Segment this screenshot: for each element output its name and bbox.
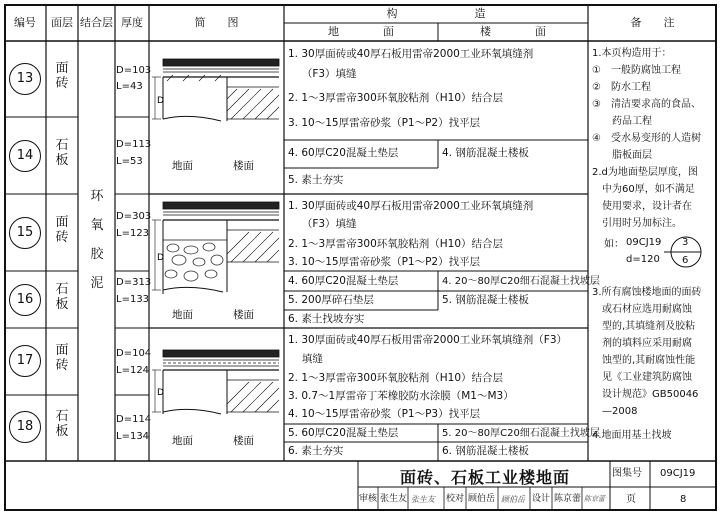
remark-line: 见《工业建筑防腐蚀 bbox=[592, 372, 692, 383]
remark-line: 或石材应选用耐腐蚀 bbox=[592, 304, 692, 315]
detail-index-page: 6 bbox=[682, 255, 689, 266]
surface-material: 石板 bbox=[55, 409, 69, 439]
drawing-title: 面砖、石板工业楼地面 bbox=[400, 468, 571, 487]
remark-line: 3.所有腐蚀楼地面的面砖 bbox=[592, 287, 702, 298]
thickness-d: D=114 bbox=[116, 414, 152, 425]
thickness-d: D=104 bbox=[116, 348, 152, 359]
page-label: 页 bbox=[626, 494, 636, 505]
thickness-d: D=113 bbox=[116, 139, 152, 150]
floor-label: 楼面 bbox=[233, 435, 254, 447]
sign-name: 顾伯岳 bbox=[468, 494, 496, 504]
thickness-l: L=123 bbox=[116, 228, 150, 239]
section-diagram bbox=[149, 328, 284, 461]
construction-ground-line: 4. 60厚C20混凝土垫层 bbox=[288, 147, 399, 159]
remark-line: 剂的填料应采用耐腐 bbox=[592, 338, 692, 349]
floor-label: 楼面 bbox=[233, 160, 254, 172]
sign-name: 张生友 bbox=[380, 494, 408, 504]
header-diagram: 简 图 bbox=[194, 16, 239, 29]
remark-line: 型的,其填缝剂及胶粘 bbox=[592, 321, 696, 332]
construction-floor-line: 4. 20～80厚C20细石混凝土找坡层 bbox=[442, 276, 600, 287]
header-ground: 地 面 bbox=[328, 25, 394, 38]
sign-name: 陈京蕾 bbox=[554, 494, 582, 504]
construction-line: 3. 10～15厚雷帝砂浆（P1～P2）找平层 bbox=[288, 256, 481, 268]
remark-line: 脂板面层 bbox=[592, 150, 652, 161]
row-number-badge: 17 bbox=[9, 345, 41, 377]
row-number-badge: 18 bbox=[9, 411, 41, 443]
thickness-l: L=134 bbox=[116, 431, 150, 442]
dim-d-mark: D bbox=[157, 96, 164, 106]
signature: 张生友 bbox=[411, 495, 435, 504]
thickness-l: L=124 bbox=[116, 365, 150, 376]
remark-line: ④ 受水易变形的人造树 bbox=[592, 133, 701, 144]
page-number: 8 bbox=[680, 494, 687, 505]
row-number-badge: 15 bbox=[9, 217, 41, 249]
construction-line: （F3）填缝 bbox=[288, 68, 357, 80]
signature: 顾伯岳 bbox=[501, 495, 525, 504]
remark-line: 中为60厚，如不满足 bbox=[592, 184, 695, 195]
ground-label: 地面 bbox=[172, 435, 193, 447]
row-number-badge: 16 bbox=[9, 284, 41, 316]
thickness-l: L=43 bbox=[116, 81, 143, 92]
construction-line: 2. 1～3厚雷帝300环氧胶粘剂（H10）结合层 bbox=[288, 238, 504, 250]
floor-label: 楼面 bbox=[233, 309, 254, 321]
header-thickness: 厚度 bbox=[121, 16, 143, 29]
construction-ground-line: 5. 200厚碎石垫层 bbox=[288, 294, 374, 306]
surface-material: 石板 bbox=[55, 138, 69, 168]
construction-line: 4. 10～15厚雷帝砂浆（P1～P3）找平层 bbox=[288, 408, 481, 420]
construction-line: 1. 30厚面砖或40厚石板用雷帝2000工业环氧填缝剂（F3） bbox=[288, 334, 568, 346]
construction-line: （F3）填缝 bbox=[288, 218, 357, 230]
construction-line: 2. 1～3厚雷帝300环氧胶粘剂（H10）结合层 bbox=[288, 372, 504, 384]
remark-line: ② 防水工程 bbox=[592, 82, 651, 93]
atlas-number: 09CJ19 bbox=[660, 468, 696, 479]
sign-key: 校对 bbox=[446, 494, 465, 504]
ground-label: 地面 bbox=[172, 309, 193, 321]
construction-ground-line: 5. 素土夯实 bbox=[288, 174, 344, 186]
remark-line: 引用时另加标注。 bbox=[592, 218, 682, 229]
remark-line: 设计规范》GB50046 bbox=[592, 389, 699, 400]
surface-material: 面砖 bbox=[55, 215, 69, 245]
row-number-badge: 13 bbox=[9, 63, 41, 95]
remark-example-d: d=120 bbox=[626, 254, 660, 265]
section-diagram bbox=[149, 41, 284, 194]
surface-material: 面砖 bbox=[55, 61, 69, 91]
header-remarks: 备 注 bbox=[630, 16, 675, 29]
construction-line: 1. 30厚面砖或40厚石板用雷帝2000工业环氧填缝剂 bbox=[288, 200, 534, 212]
section-diagram bbox=[149, 194, 284, 328]
row-number-badge: 14 bbox=[9, 140, 41, 172]
surface-material: 石板 bbox=[55, 282, 69, 312]
atlas-number-label: 图集号 bbox=[612, 468, 642, 479]
construction-line: 填缝 bbox=[288, 353, 323, 365]
ground-label: 地面 bbox=[172, 160, 193, 172]
construction-line: 2. 1～3厚雷帝300环氧胶粘剂（H10）结合层 bbox=[288, 92, 504, 104]
surface-material: 面砖 bbox=[55, 343, 69, 373]
construction-floor-line: 5. 钢筋混凝土楼板 bbox=[442, 294, 529, 306]
header-floor: 楼 面 bbox=[480, 25, 546, 38]
remark-line: 2.d为地面垫层厚度，图 bbox=[592, 167, 698, 178]
thickness-d: D=303 bbox=[116, 211, 152, 222]
thickness-l: L=133 bbox=[116, 294, 150, 305]
sign-key: 审核 bbox=[359, 494, 378, 504]
header-surface: 面层 bbox=[51, 16, 73, 29]
construction-ground-line: 4. 60厚C20混凝土垫层 bbox=[288, 275, 399, 287]
remark-line: 4.地面用基土找坡 bbox=[592, 430, 672, 441]
remark-line: —2008 bbox=[592, 406, 638, 417]
remark-line: 使用要求，设计者在 bbox=[592, 201, 692, 212]
remark-line: 蚀型的,其耐腐蚀性能 bbox=[592, 355, 696, 366]
construction-line: 3. 0.7～1厚雷帝丁苯橡胶防水涂膜（M1～M3） bbox=[288, 390, 514, 402]
remark-example-code: 09CJ19 bbox=[626, 237, 662, 248]
dim-d-mark: D bbox=[157, 253, 164, 263]
header-no: 编号 bbox=[14, 16, 36, 29]
bond-material: 环氧胶泥 bbox=[90, 189, 104, 291]
thickness-d: D=313 bbox=[116, 277, 152, 288]
header-construction: 构 造 bbox=[386, 7, 486, 20]
construction-floor-line: 5. 20～80厚C20细石混凝土找坡层 bbox=[442, 428, 600, 439]
construction-floor-line: 6. 钢筋混凝土楼板 bbox=[442, 445, 529, 457]
construction-line: 1. 30厚面砖或40厚石板用雷帝2000工业环氧填缝剂 bbox=[288, 48, 534, 60]
dim-d-mark: D bbox=[157, 388, 164, 398]
remark-line: ③ 清洁要求高的食品、 bbox=[592, 99, 701, 110]
remark-line: ① 一般防腐蚀工程 bbox=[592, 65, 681, 76]
construction-ground-line: 5. 60厚C20混凝土垫层 bbox=[288, 427, 399, 439]
thickness-d: D=103 bbox=[116, 65, 152, 76]
construction-ground-line: 6. 素土夯实 bbox=[288, 445, 344, 457]
detail-index-number: 3 bbox=[682, 237, 689, 248]
construction-line: 3. 10～15厚雷帝砂浆（P1～P2）找平层 bbox=[288, 117, 481, 129]
remark-example-prefix: 如： bbox=[604, 239, 624, 250]
header-bond: 结合层 bbox=[80, 16, 113, 29]
thickness-l: L=53 bbox=[116, 156, 143, 167]
signature: 陈京蕾 bbox=[584, 495, 605, 503]
sign-key: 设计 bbox=[532, 494, 551, 504]
construction-floor-line: 4. 钢筋混凝土楼板 bbox=[442, 147, 529, 159]
construction-ground-line: 6. 素土找坡夯实 bbox=[288, 313, 365, 325]
remark-line: 药品工程 bbox=[592, 116, 652, 127]
remark-line: 1.本页构造用于： bbox=[592, 48, 672, 59]
drawing-sheet bbox=[4, 4, 717, 511]
